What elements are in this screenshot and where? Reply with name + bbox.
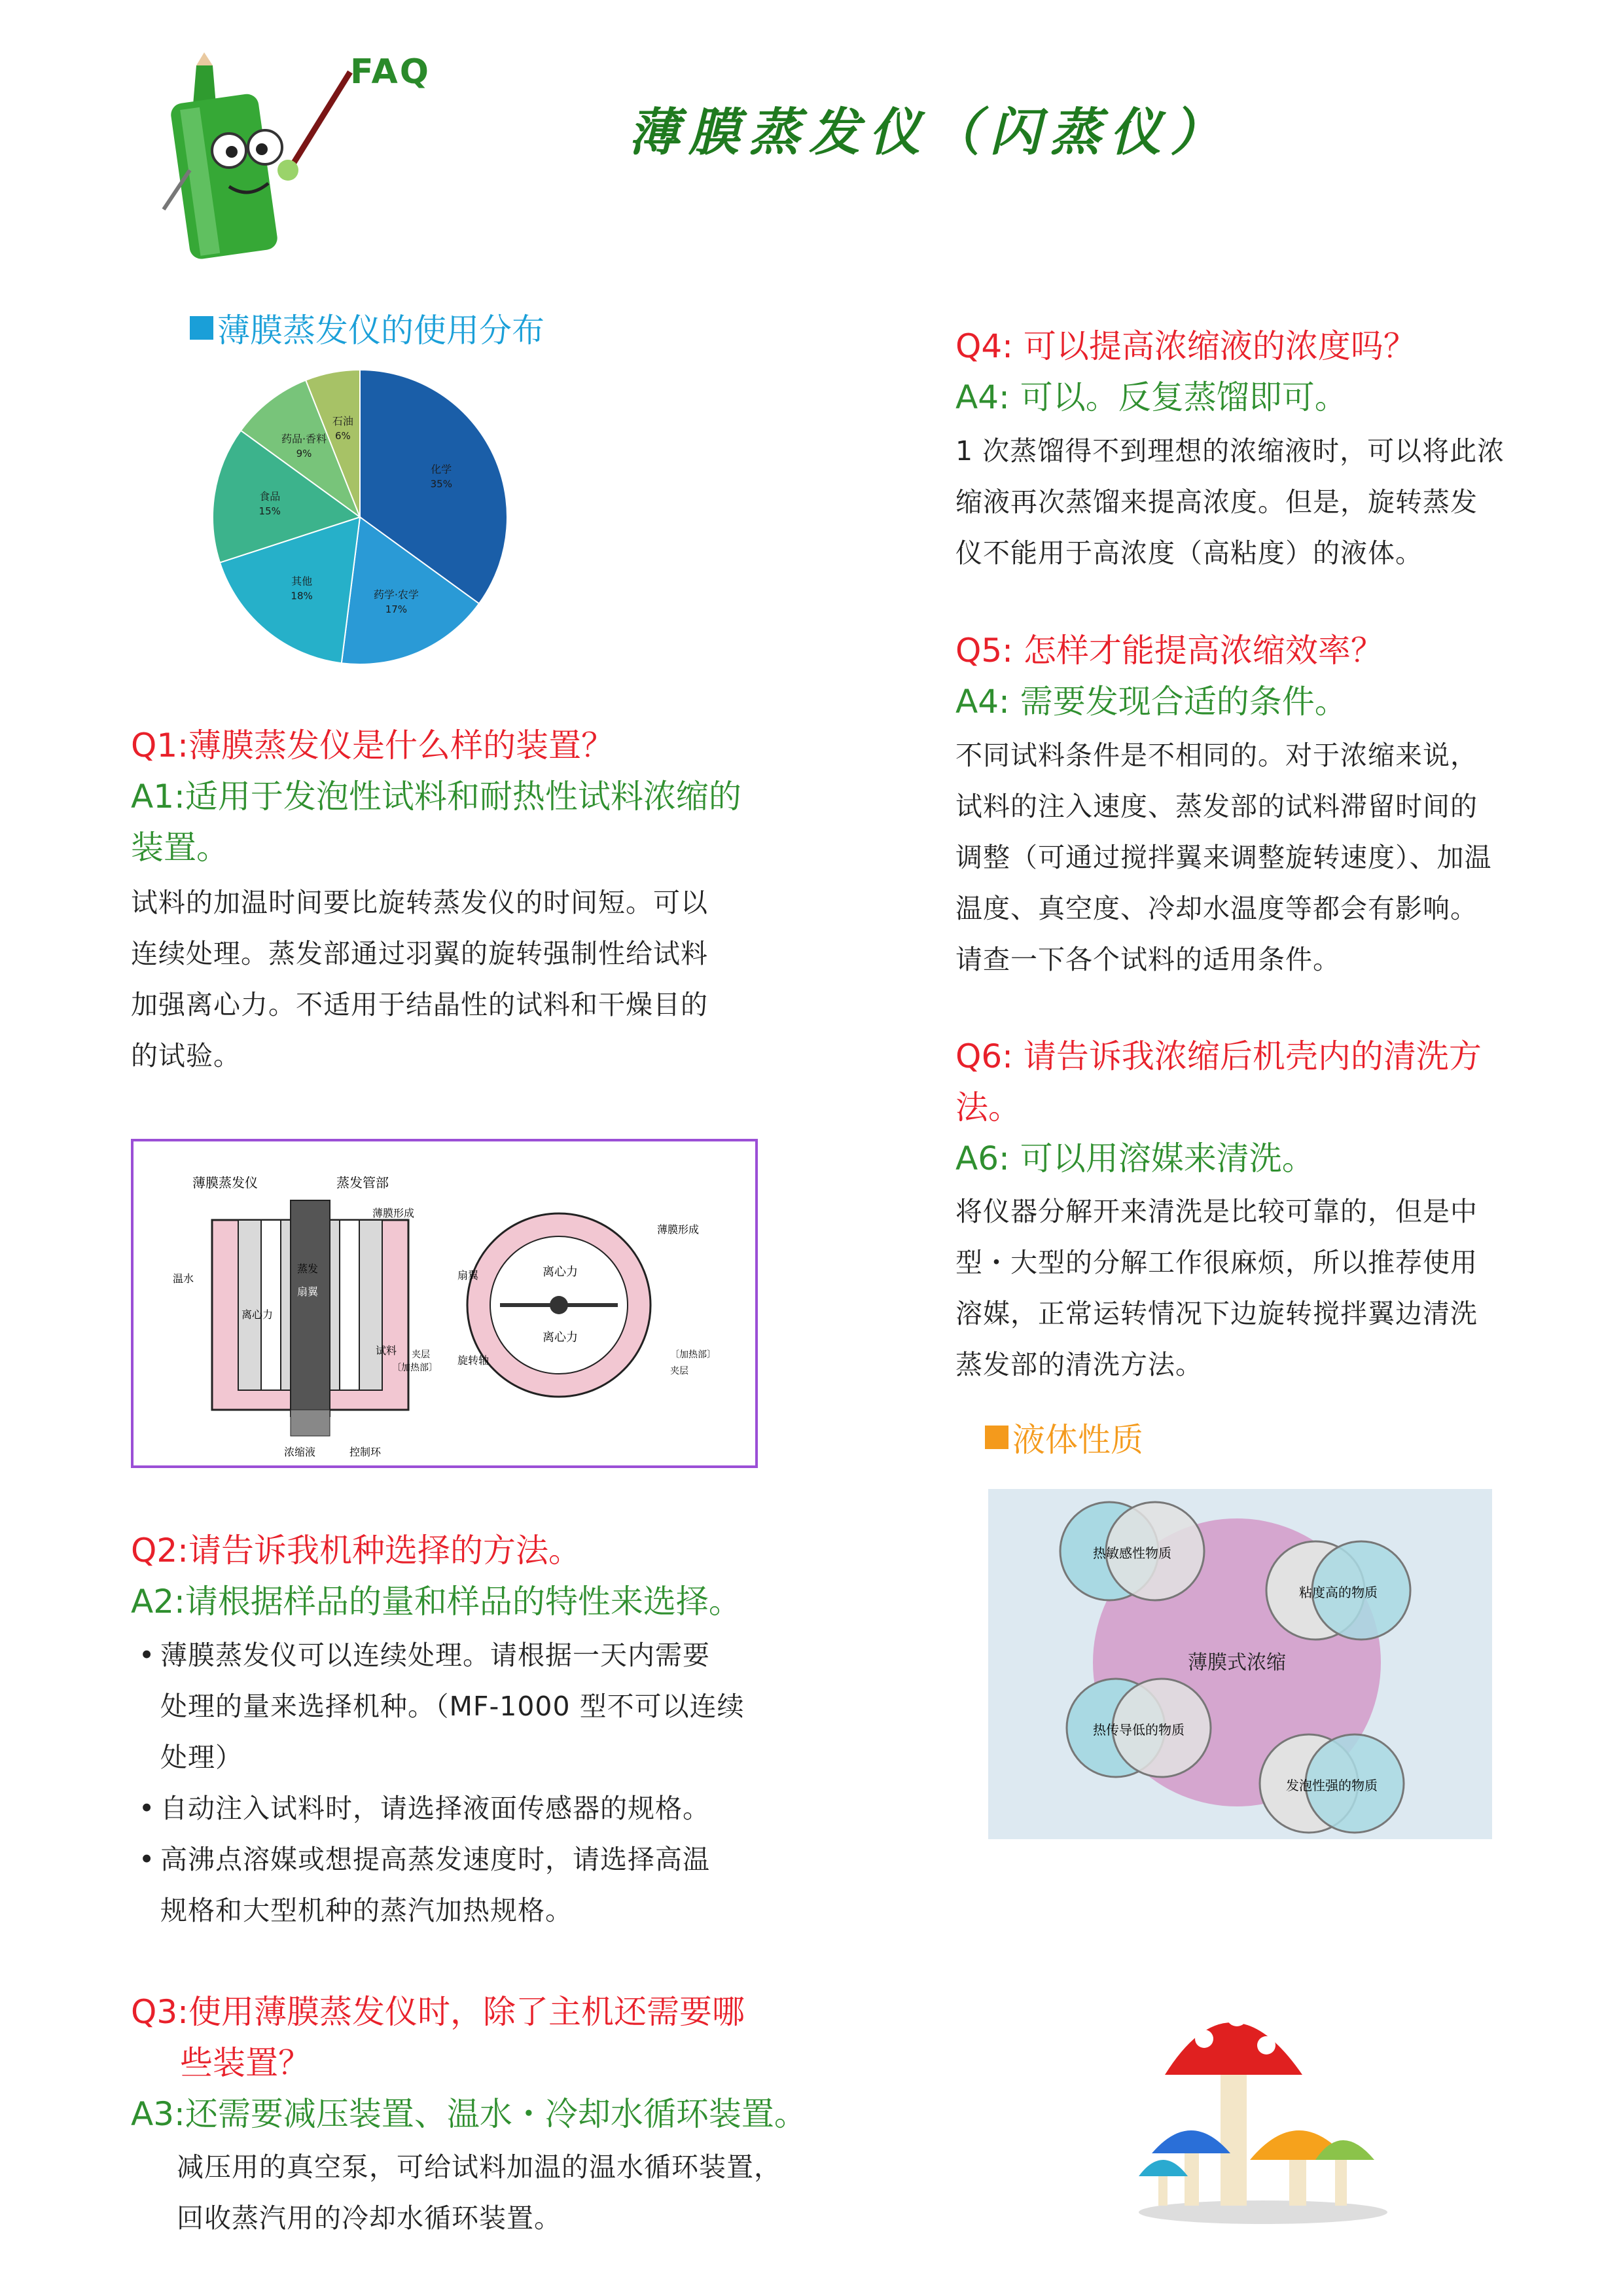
pie-slice-name-5: 石油 [332, 414, 353, 427]
section-square-icon [985, 1426, 1008, 1449]
mushroom-decoration-icon [1126, 1977, 1400, 2225]
venn-c2-label: 粘度高的物质 [1299, 1585, 1378, 1600]
pie-slice-value-5: 6% [334, 429, 351, 442]
p1-line: 连续处理。蒸发部通过羽翼的旋转强制性给试料 [131, 938, 708, 969]
a3-paragraph [177, 2142, 831, 2244]
a5-heading: A4: 需要发现合适的条件。 [955, 683, 1347, 721]
pie-section-heading [190, 304, 544, 351]
pie-slice-name-4: 药品·香料 [281, 432, 327, 445]
diagram-sample-label: 试料 [376, 1344, 397, 1357]
diagram-pipe-label: 蒸发管部 [336, 1175, 389, 1191]
p5-line: 请查一下各个试料的适用条件。 [955, 944, 1340, 975]
diagram-jacket2-label: 夹层 [670, 1366, 688, 1376]
a4-paragraph [955, 425, 1544, 579]
pie-slice-name-3: 食品 [259, 490, 281, 503]
q6-line1: Q6: 请告诉我浓缩后机壳内的清洗方 [955, 1037, 1482, 1075]
bullet-line: • 薄膜蒸发仪可以连续处理。请根据一天内需要 [160, 1640, 710, 1671]
a2-bullet-3 [131, 1834, 785, 1936]
q4-heading: Q4: 可以提高浓缩液的浓度吗？ [955, 327, 1416, 365]
a1-paragraph [131, 877, 772, 1081]
diagram-concentrate-label: 浓缩液 [284, 1446, 316, 1458]
diagram-cf-top-label: 离心力 [543, 1265, 578, 1279]
a1-line1: A1:适用于发泡性试料和耐热性试料浓缩的 [131, 778, 741, 816]
faq-label: FAQ [350, 52, 431, 92]
bullet-line: • 高沸点溶媒或想提高蒸发速度时，请选择高温 [160, 1844, 710, 1875]
venn-c4-label: 发泡性强的物质 [1286, 1778, 1378, 1793]
pie-slice-name-0: 化学 [431, 463, 452, 476]
diagram-wing-label: 扇翼 [297, 1285, 319, 1298]
p1-line: 试料的加温时间要比旋转蒸发仪的时间短。可以 [131, 887, 708, 918]
a2-bullet-1 [131, 1630, 785, 1783]
p4-line: 仪不能用于高浓度（高粘度）的液体。 [955, 537, 1423, 569]
a1-line2: 装置。 [131, 829, 229, 867]
diagram-film2-label: 薄膜形成 [657, 1223, 700, 1236]
a5-paragraph [955, 730, 1544, 985]
venn-c1-label: 热敏感性物质 [1093, 1545, 1171, 1561]
a6-paragraph [955, 1186, 1544, 1390]
pie-slice-value-0: 35% [430, 478, 452, 490]
a3-heading: A3:还需要减压装置、温水・冷却水循环装置。 [131, 2095, 807, 2133]
diagram-title-label: 薄膜蒸发仪 [192, 1175, 258, 1191]
p3-line: 回收蒸汽用的冷却水循环装置。 [177, 2202, 562, 2234]
p6-line: 将仪器分解开来清洗是比较可靠的，但是中 [955, 1196, 1478, 1227]
diagram-heat2-label: 〔加热部〕 [670, 1350, 716, 1360]
diagram-cf-bottom-label: 离心力 [543, 1331, 578, 1344]
q1-heading: Q1:薄膜蒸发仪是什么样的装置？ [131, 726, 615, 764]
liquid-section-heading [985, 1414, 1143, 1461]
q3-line2: 些装置？ [180, 2044, 311, 2082]
p1-line: 加强离心力。不适用于结晶性的试料和干燥目的 [131, 989, 708, 1020]
venn-group-4 [1260, 1734, 1404, 1833]
p5-line: 温度、真空度、冷却水温度等都会有影响。 [955, 893, 1478, 924]
evaporator-diagram-svg [134, 1141, 755, 1465]
evaporator-diagram [131, 1139, 758, 1468]
diagram-heat-label: 〔加热部〕 [392, 1363, 438, 1373]
diagram-cf-label: 离心力 [241, 1308, 274, 1321]
p4-line: 1 次蒸馏得不到理想的浓缩液时，可以将此浓 [955, 435, 1505, 467]
liquid-venn-diagram [988, 1489, 1492, 1839]
pie-slice-value-3: 15% [259, 505, 281, 518]
q2-heading: Q2:请告诉我机种选择的方法。 [131, 1532, 582, 1570]
diagram-shaft2-label: 旋转轴 [457, 1354, 490, 1367]
venn-c3-label: 热传导低的物质 [1093, 1722, 1185, 1738]
diagram-ring-label: 控制环 [349, 1446, 382, 1458]
diagram-wing2-label: 扇翼 [457, 1269, 479, 1282]
p5-line: 试料的注入速度、蒸发部的试料滞留时间的 [955, 791, 1478, 822]
p6-line: 溶媒，正常运转情况下边旋转搅拌翼边清洗 [955, 1298, 1478, 1329]
p3-line: 减压用的真空泵，可给试料加温的温水循环装置， [177, 2151, 781, 2183]
venn-center-label: 薄膜式浓缩 [1188, 1651, 1286, 1674]
p6-line: 型・大型的分解工作很麻烦，所以推荐使用 [955, 1247, 1478, 1278]
bullet-line: 规格和大型机种的蒸汽加热规格。 [160, 1895, 573, 1926]
a6-heading: A6: 可以用溶媒来清洗。 [955, 1139, 1315, 1177]
pie-section-label: 薄膜蒸发仪的使用分布 [217, 312, 544, 350]
diagram-evap-label: 蒸发 [297, 1263, 319, 1275]
pencil-mascot-icon [151, 52, 366, 268]
bullet-line: 处理的量来选择机种。（MF-1000 型不可以连续 [160, 1691, 745, 1722]
p5-line: 调整（可通过搅拌翼来调整旋转速度）、加温 [955, 842, 1492, 873]
venn-group-1 [1060, 1502, 1204, 1600]
pie-slice-name-1: 药学·农学 [373, 588, 419, 601]
p1-line: 的试验。 [131, 1040, 241, 1071]
diagram-warm-label: 温水 [173, 1272, 194, 1285]
diagram-jacket-label: 夹层 [412, 1350, 430, 1360]
section-square-icon [190, 316, 213, 340]
a2-bullets [131, 1630, 785, 1936]
q6-line2: 法。 [955, 1088, 1021, 1126]
a4-heading: A4: 可以。反复蒸馏即可。 [955, 378, 1347, 416]
pie-slice-name-2: 其他 [291, 575, 313, 588]
pie-slice-value-1: 17% [385, 603, 408, 616]
page-title: 薄膜蒸发仪（闪蒸仪） [628, 103, 1231, 162]
diagram-film-label: 薄膜形成 [372, 1207, 415, 1219]
liquid-section-label: 液体性质 [1012, 1421, 1143, 1459]
p6-line: 蒸发部的清洗方法。 [955, 1349, 1203, 1380]
usage-pie-chart [196, 353, 537, 681]
bullet-line: 处理） [160, 1742, 243, 1773]
p5-line: 不同试料条件是不相同的。对于浓缩来说， [955, 740, 1478, 771]
q5-heading: Q5: 怎样才能提高浓缩效率？ [955, 632, 1383, 670]
pie-slice-value-4: 9% [296, 447, 312, 459]
a2-heading: A2:请根据样品的量和样品的特性来选择。 [131, 1583, 741, 1621]
q3-line1: Q3:使用薄膜蒸发仪时，除了主机还需要哪 [131, 1993, 745, 2031]
venn-group-3 [1067, 1679, 1211, 1777]
venn-group-2 [1266, 1541, 1410, 1640]
pie-slice-value-2: 18% [291, 590, 313, 602]
venn-svg [988, 1489, 1492, 1839]
a2-bullet-2: • 自动注入试料时，请选择液面传感器的规格。 [131, 1783, 785, 1834]
p4-line: 缩液再次蒸馏来提高浓度。但是，旋转蒸发 [955, 486, 1478, 518]
